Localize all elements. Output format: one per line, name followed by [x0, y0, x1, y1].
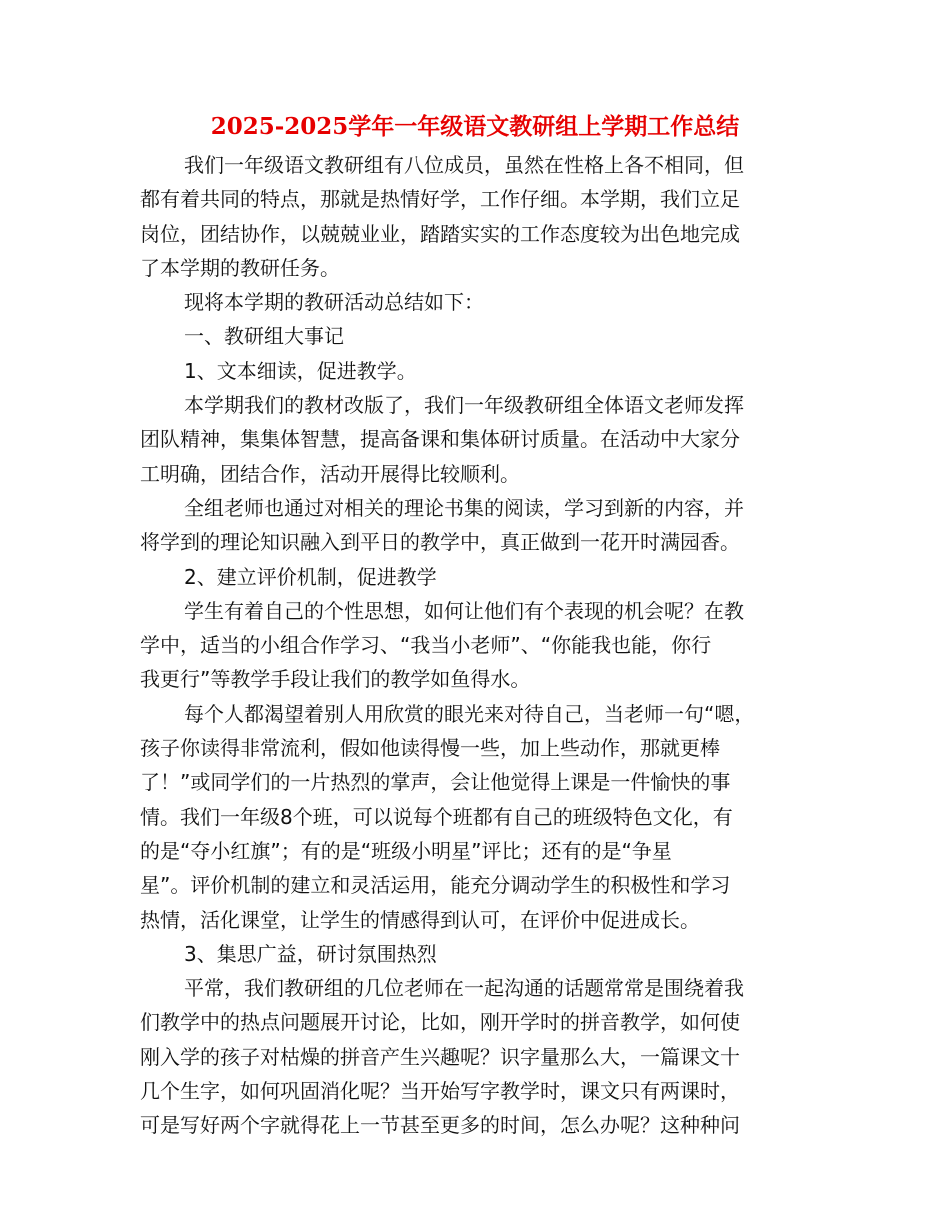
text-line: 几个生字，如何巩固消化呢？当开始写字教学时，课文只有两课时， [140, 1079, 740, 1104]
text-line: 孩子你读得非常流利，假如他读得慢一些，加上些动作，那就更棒 [140, 736, 720, 761]
text-line: 们教学中的热点问题展开讨论，比如，刚开学时的拼音教学，如何使 [140, 1010, 740, 1035]
text-line: 可是写好两个字就得花上一节甚至更多的时间，怎么办呢？这种种问 [140, 1113, 740, 1138]
text-line: 热情，活化课堂，让学生的情感得到认可，在评价中促进成长。 [140, 907, 700, 932]
document-title: 2025-2025学年一年级语文教研组上学期工作总结 [210, 113, 740, 140]
text-line: 一、教研组大事记 [184, 324, 344, 349]
text-line: 2、建立评价机制，促进教学 [184, 564, 437, 589]
text-line: 刚入学的孩子对枯燥的拼音产生兴趣呢？识字量那么大，一篇课文十 [140, 1044, 740, 1069]
text-line: 都有着共同的特点，那就是热情好学，工作仔细。本学期，我们立足 [140, 187, 740, 212]
text-line: 学生有着自己的个性思想，如何让他们有个表现的机会呢？在教 [184, 598, 744, 623]
text-line: 岗位，团结协作，以兢兢业业，踏踏实实的工作态度较为出色地完成 [140, 221, 740, 246]
text-line: 将学到的理论知识融入到平日的教学中，真正做到一花开时满园香。 [140, 530, 740, 555]
text-line: 我们一年级语文教研组有八位成员，虽然在性格上各不相同，但 [184, 153, 744, 177]
text-line: 情。我们一年级8个班，可以说每个班都有自己的班级特色文化，有 [140, 804, 733, 829]
text-line: 星”。评价机制的建立和灵活运用，能充分调动学生的积极性和学习 [140, 873, 731, 898]
text-line: 的是“夺小红旗”；有的是“班级小明星”评比；还有的是“争星 [140, 838, 672, 863]
text-line: 平常，我们教研组的几位老师在一起沟通的话题常常是围绕着我 [184, 976, 744, 1001]
text-line: 我更行”等教学手段让我们的教学如鱼得水。 [140, 667, 531, 692]
text-line: 工明确，团结合作，活动开展得比较顺利。 [140, 461, 520, 486]
text-line: 3、集思广益，研讨氛围热烈 [184, 941, 437, 966]
document-body [140, 148, 800, 1143]
text-line: 了本学期的教研任务。 [140, 255, 340, 280]
text-line: 现将本学期的教研活动总结如下： [184, 290, 484, 315]
text-line: 团队精神，集集体智慧，提高备课和集体研讨质量。在活动中大家分 [140, 427, 740, 452]
text-line: 1、文本细读，促进教学。 [184, 358, 417, 383]
text-line: 学中，适当的小组合作学习、“我当小老师”、“你能我也能，你行 [140, 633, 712, 658]
text-line: 了！”或同学们的一片热烈的掌声，会让他觉得上课是一件愉快的事 [140, 770, 731, 795]
text-line: 每个人都渴望着别人用欣赏的眼光来对待自己，当老师一句“嗯， [184, 701, 755, 726]
text-line: 全组老师也通过对相关的理论书集的阅读，学习到新的内容，并 [184, 495, 744, 520]
text-line: 本学期我们的教材改版了，我们一年级教研组全体语文老师发挥 [184, 393, 744, 418]
